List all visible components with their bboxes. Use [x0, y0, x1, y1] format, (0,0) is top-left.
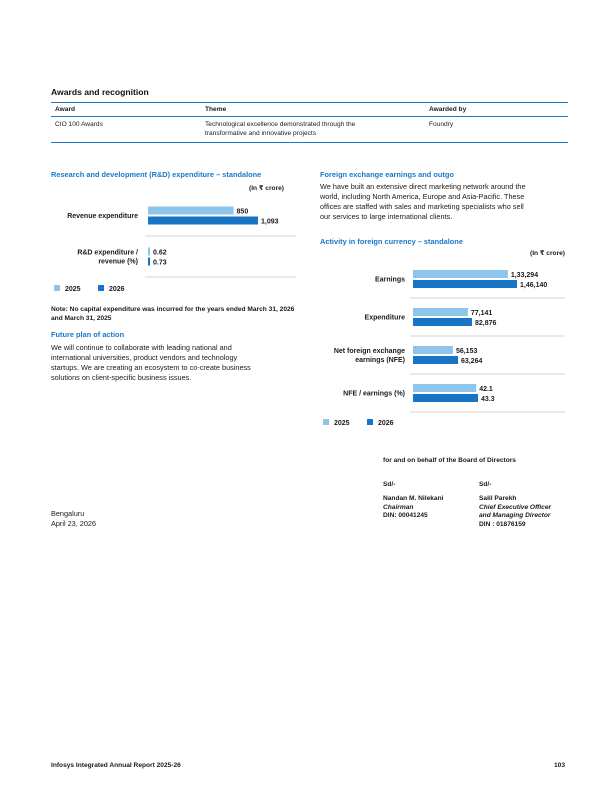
right-sd: Sd/- [479, 481, 492, 488]
category-label: revenue (%) [98, 258, 138, 266]
data-label: 0.73 [153, 259, 167, 267]
forex-line: world, including North America, Europe and Asia-Pacific. These [320, 192, 525, 201]
rd-chart [51, 195, 301, 300]
category-label: Expenditure [364, 314, 405, 322]
theme-line: transformative and innovative projects [205, 130, 317, 137]
data-label: 63,264 [461, 358, 483, 365]
future-line: startups. We are creating an ecosystem to co-create business [51, 363, 251, 372]
legend-swatch [54, 285, 60, 291]
legend-label: 2026 [109, 286, 125, 293]
left-sd: Sd/- [383, 481, 396, 488]
data-label: 42.1 [479, 386, 493, 393]
signatory-role: Chairman [383, 503, 414, 511]
place: Bengaluru [51, 509, 85, 518]
legend-label: 2025 [334, 420, 350, 427]
awards-header-row [51, 103, 568, 117]
col-awarded-by: Awarded by [425, 103, 568, 117]
rd-title: Research and development (R&D) expenditure – standalone [51, 170, 262, 179]
legend-swatch [323, 419, 329, 425]
signatory-din: DIN : 01876159 [479, 520, 526, 528]
legend-swatch [367, 419, 373, 425]
bar-2025 [148, 248, 150, 256]
forex-line: our services to large international clients. [320, 212, 453, 221]
col-theme: Theme [201, 103, 425, 117]
signatory-name: Nandan M. Nilekani [383, 495, 444, 502]
bar-2026 [148, 258, 150, 266]
date: April 23, 2026 [51, 519, 97, 528]
bar-2026 [413, 356, 458, 364]
future-body [51, 343, 251, 383]
signatory-role: and Managing Director [479, 512, 551, 519]
footer-report-name: Infosys Integrated Annual Report 2025-26 [51, 762, 181, 769]
table-row [51, 117, 568, 143]
forex-title: Foreign exchange earnings and outgo [320, 170, 454, 179]
category-label: NFE / earnings (%) [343, 390, 405, 398]
future-title: Future plan of action [51, 330, 125, 339]
signatory-role: Chief Executive Officer [479, 503, 552, 511]
bar-2025 [413, 384, 476, 392]
data-label: 1,093 [261, 218, 279, 226]
behalf-text: for and on behalf of the Board of Directors [383, 457, 516, 464]
data-label: 850 [236, 208, 249, 216]
category-label: earnings (NFE) [355, 357, 405, 364]
rd-note-line: and March 31, 2025 [51, 314, 112, 322]
awards-table [51, 102, 568, 143]
awards-table-wrap [51, 102, 568, 143]
bar-2026 [413, 280, 517, 288]
category-label: R&D expenditure / [77, 249, 138, 257]
bar-2025 [413, 270, 508, 278]
forex-line: We have built an extensive direct marketing network around the [320, 182, 526, 191]
bar-2025 [148, 207, 234, 215]
page-number: 103 [554, 762, 566, 769]
right-signatory [479, 495, 551, 529]
theme-cell [201, 117, 425, 143]
signatory-name: Salil Parekh [479, 495, 517, 502]
future-line: international universities, product vendors and technology [51, 353, 238, 362]
data-label: 56,153 [455, 348, 478, 355]
category-label: Net foreign exchange [333, 348, 405, 355]
activity-title: Activity in foreign currency – standalone [320, 237, 463, 246]
left-signatory [383, 495, 443, 521]
rd-unit: (In ₹ crore) [249, 185, 284, 192]
future-line: We will continue to collaborate with leading national and [51, 343, 232, 352]
legend-label: 2026 [378, 420, 394, 427]
awarded-by-cell: Foundry [425, 117, 568, 143]
legend-swatch [98, 285, 104, 291]
legend-label: 2025 [65, 286, 81, 293]
data-label: 43.3 [481, 396, 495, 403]
place-date [51, 509, 96, 529]
bar-2025 [413, 346, 453, 354]
rd-note [51, 306, 294, 323]
awards-title: Awards and recognition [51, 87, 149, 97]
forex-body [320, 182, 526, 222]
theme-line: Technological excellence demonstrated through the [205, 121, 356, 128]
activity-unit: (In ₹ crore) [530, 250, 565, 257]
category-label: Earnings [375, 276, 405, 284]
future-line: solutions on client-specific business issues. [51, 373, 192, 382]
activity-chart [320, 260, 568, 432]
signatory-din: DIN: 00041245 [383, 512, 428, 519]
bar-2025 [413, 308, 468, 316]
data-label: 82,876 [474, 320, 497, 327]
bar-2026 [148, 217, 258, 225]
data-label: 1,46,140 [520, 282, 548, 289]
bar-2026 [413, 318, 472, 326]
data-label: 1,33,294 [510, 272, 539, 279]
category-label: Revenue expenditure [67, 213, 138, 220]
data-label: 0.62 [153, 249, 167, 257]
bar-2026 [413, 394, 478, 402]
data-label: 77,141 [470, 310, 493, 317]
col-award: Award [51, 103, 201, 117]
award-cell: CIO 100 Awards [51, 117, 201, 143]
forex-line: offices are staffed with sales and marketing specialists who sell [320, 202, 524, 211]
rd-note-line: Note: No capital expenditure was incurred for the years ended March 31, 2026 [51, 306, 295, 313]
